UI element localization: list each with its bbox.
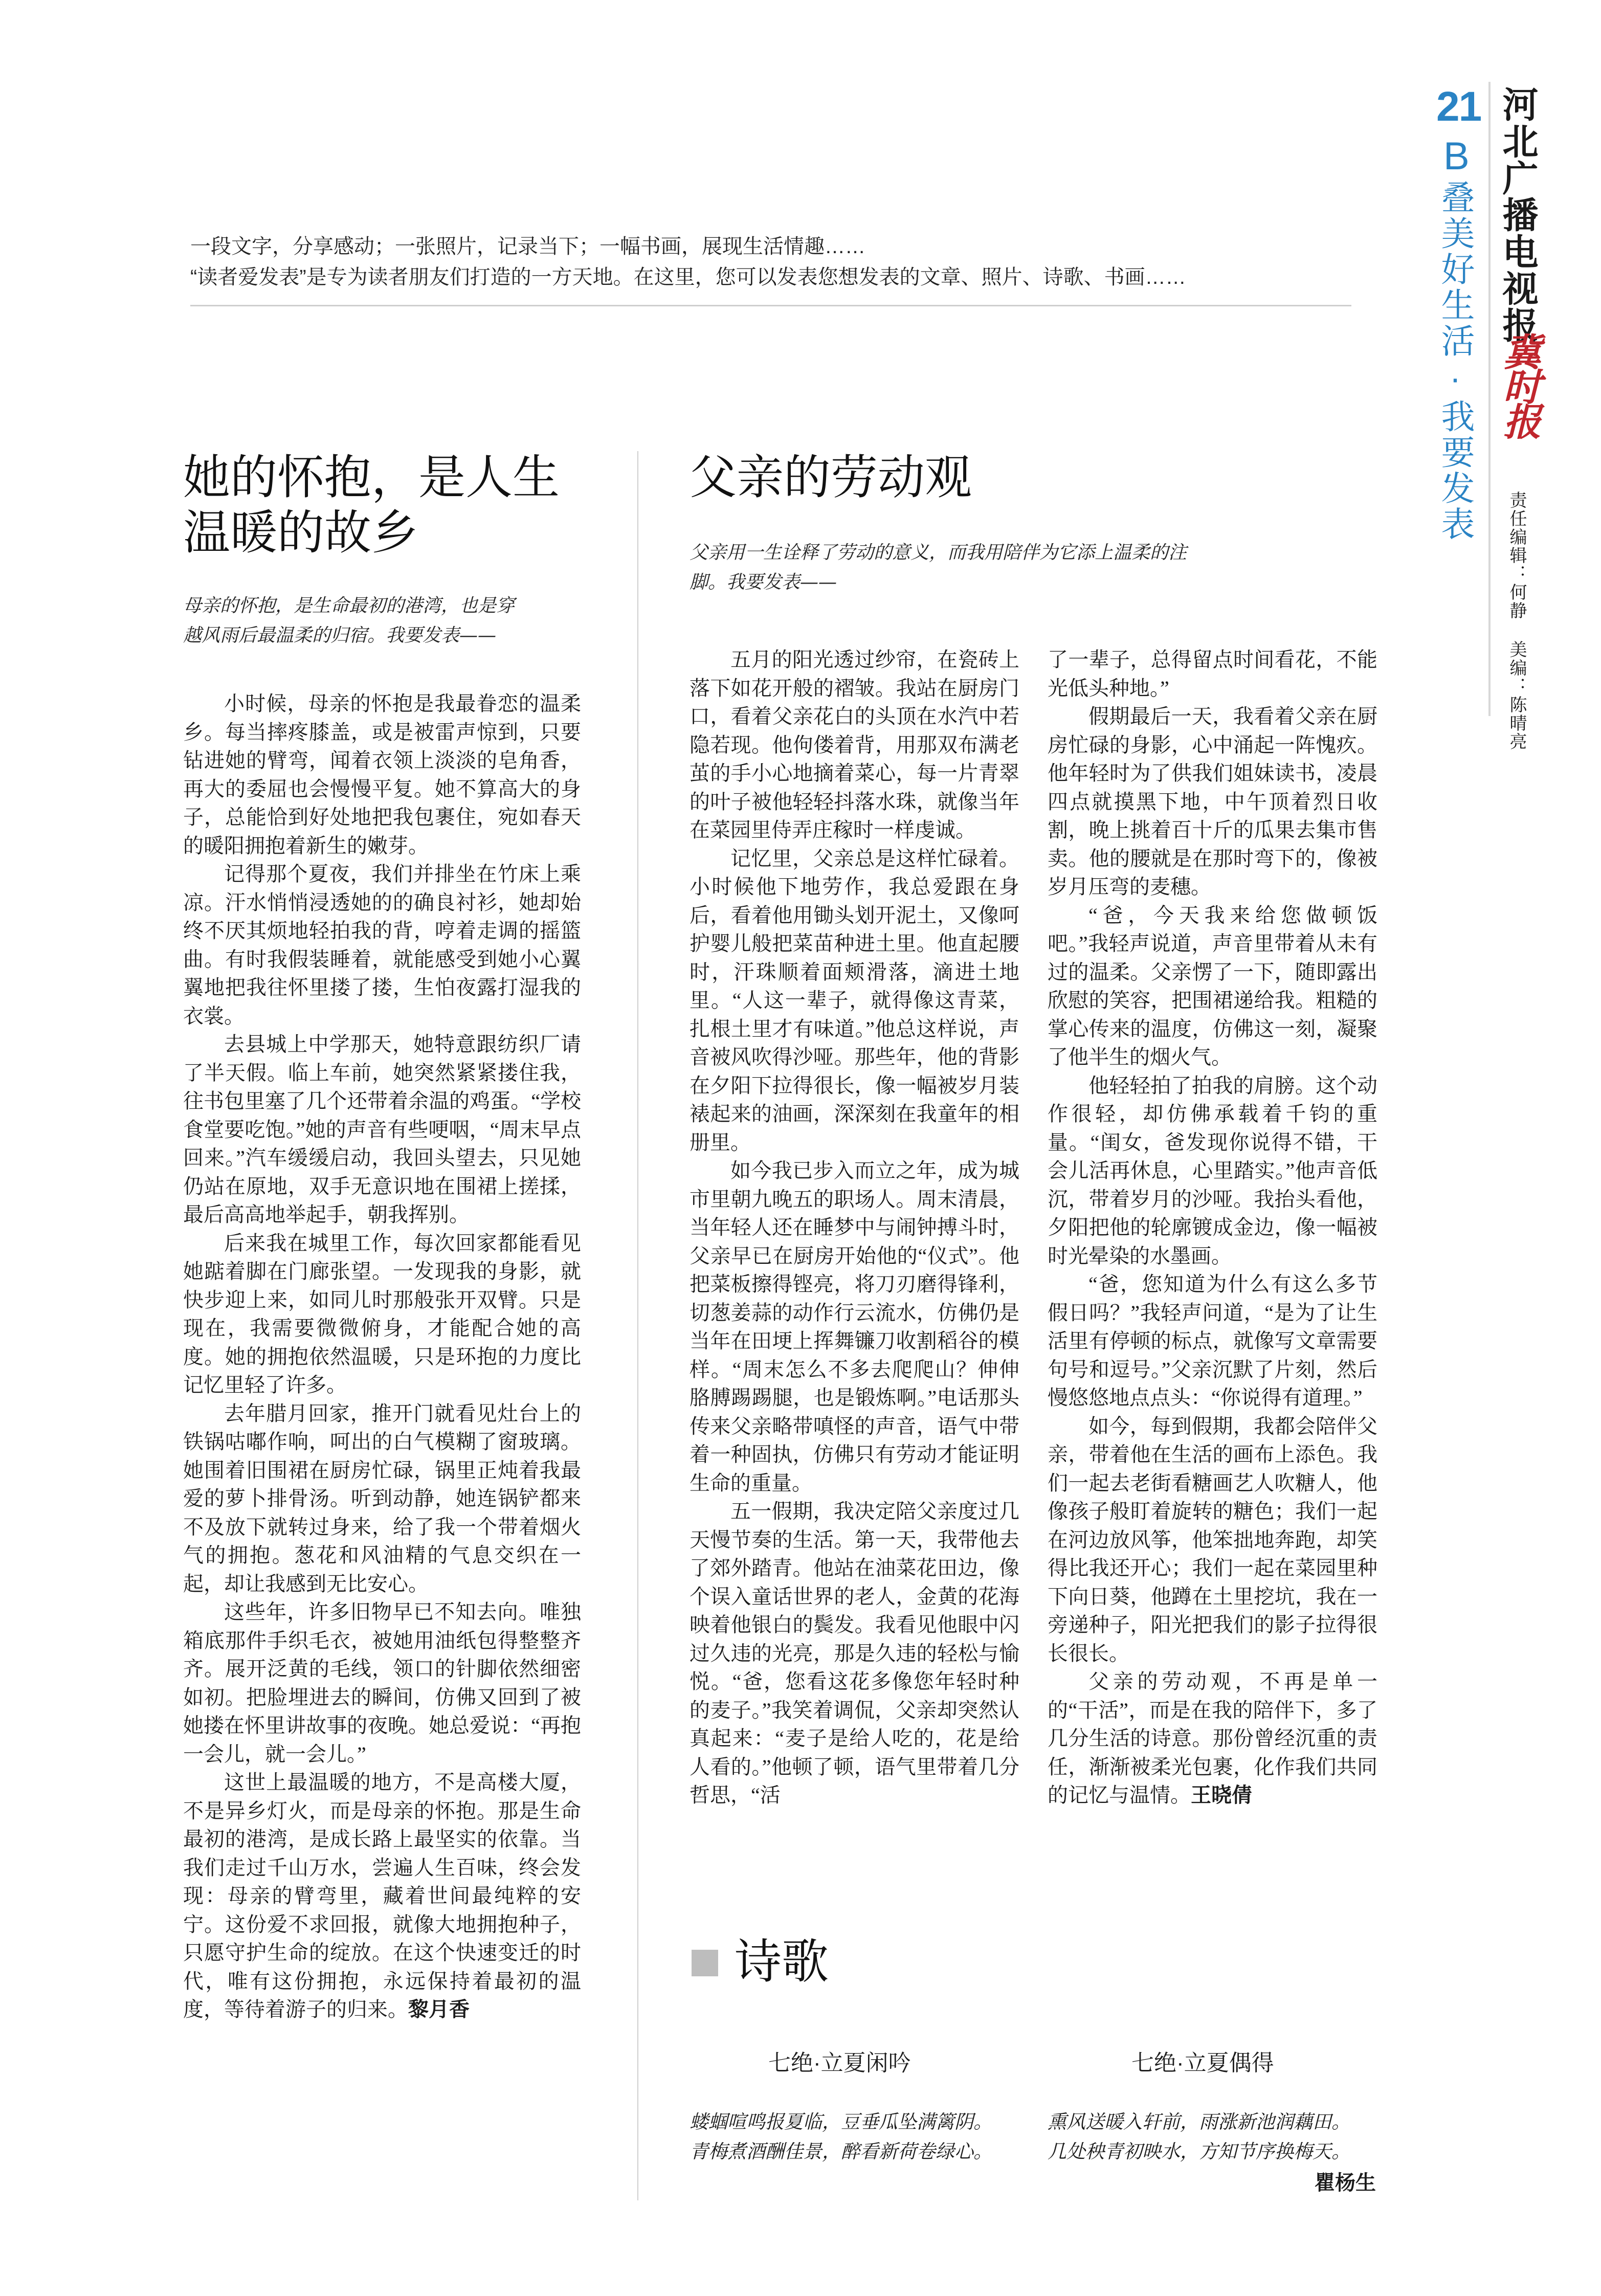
poem1-line-2: 青梅煮酒酬佳景，醉看新荷卷绿心。 bbox=[690, 2141, 992, 2163]
column-divider bbox=[637, 451, 638, 2200]
editor-credits: 责任编辑：何静 美编：陈晴亮 bbox=[1507, 491, 1526, 751]
article2-paragraph: 如今，每到假期，我都会陪伴父亲，带着他在生活的画布上添色。我们一起去老街看糖画艺人吹糖人，他像孩子般盯着旋转的糖色；我们一起在河边放风筝，他笨拙地奔跑，却笑得比我还开心；我们一起在菜园里种下向日葵，他蹲在土里挖坑，我在一旁递种子，阳光把我们的影子拉得很长很长。 bbox=[1048, 1414, 1377, 1665]
page-number: 21 bbox=[1436, 83, 1481, 130]
article2-paragraph: 如今我已步入而立之年，成为城市里朝九晚五的职场人。周末清晨，当年轻人还在睡梦中与闹钟搏斗时，父亲早已在厨房开始他的“仪式”。他把菜板擦得铿亮，将刀刃磨得锋利，切葱姜蒜的动作行云流水，仿佛仍是当年在田埂上挥舞镰刀收割稻谷的模样。“周末怎么不多去爬爬山？伸伸胳膊踢踢腿，也是锻炼啊。”电话那头传来父亲略带嗔怪的声音，语气中带着一种固执，仿佛只有劳动才能证明生命的重量。 bbox=[690, 1159, 1019, 1495]
article2-column-1 bbox=[690, 645, 1019, 1810]
article1-lead-line2: 越风雨后最温柔的归宿。我要发表—— bbox=[183, 625, 497, 646]
article1-lead-line1: 母亲的怀抱，是生命最初的港湾，也是穿 bbox=[183, 595, 515, 616]
article2-title: 父亲的劳动观 bbox=[690, 452, 972, 504]
section-title: 叠美好生活·我要发表 bbox=[1436, 180, 1474, 542]
masthead-divider bbox=[1488, 82, 1491, 716]
poem2-line-2: 几处秧青初映水，方知节序换梅天。 bbox=[1048, 2141, 1350, 2163]
article1-paragraph: 小时候，母亲的怀抱是我最眷恋的温柔乡。每当摔疼膝盖，或是被雷声惊到，只要钻进她的臂弯，闻着衣领上淡淡的皂角香，再大的委屈也会慢慢平复。她不算高大的身子，总能恰到好处地把我包裹住，宛如春天的暖阳拥抱着新生的嫩芽。 bbox=[183, 692, 581, 857]
poem2-title: 七绝·立夏偶得 bbox=[1131, 2050, 1274, 2076]
article1-title bbox=[183, 450, 623, 561]
article2-paragraph: 他轻轻拍了拍我的肩膀。这个动作很轻，却仿佛承载着千钧的重量。“闺女，爸发现你说得不错，干会儿活再休息，心里踏实。”他声音低沉，带着岁月的沙哑。我抬头看他，夕阳把他的轮廓镀成金边，像一幅被时光晕染的水墨画。 bbox=[1048, 1074, 1377, 1267]
article2-author: 王晓倩 bbox=[1191, 1784, 1252, 1807]
article1-paragraph: 记得那个夏夜，我们并排坐在竹床上乘凉。汗水悄悄浸透她的的确良衬衫，她却始终不厌其烦地轻拍我的背，哼着走调的摇篮曲。有时我假装睡着，就能感受到她小心翼翼地把我往怀里搂了搂，生怕夜露打湿我的衣裳。 bbox=[183, 862, 581, 1028]
article2-paragraph: 记忆里，父亲总是这样忙碌着。小时候他下地劳作，我总爱跟在身后，看着他用锄头划开泥土，又像呵护婴儿般把菜苗种进土里。他直起腰时，汗珠顺着面颊滑落，滴进土地里。“人这一辈子，就得像这青菜，扎根土里才有味道。”他总这样说，声音被风吹得沙哑。那些年，他的背影在夕阳下拉得很长，像一幅被岁月装裱起来的油画，深深刻在我童年的相册里。 bbox=[690, 846, 1019, 1154]
article2-paragraph: “爸，您知道为什么有这么多节假日吗？”我轻声问道，“是为了让生活里有停顿的标点，就像写文章需要句号和逗号。”父亲沉默了片刻，然后慢悠悠地点点头：“你说得有道理。” bbox=[1048, 1273, 1377, 1409]
article2-lead-line2: 脚。我要发表—— bbox=[690, 572, 837, 593]
article1-paragraph: 后来我在城里工作，每次回家都能看见她踮着脚在门廊张望。一发现我的身影，就快步迎上来，如同儿时那般张开双臂。只是现在，我需要微微俯身，才能配合她的高度。她的拥抱依然温暖，只是环抱的力度比记忆里轻了许多。 bbox=[183, 1231, 581, 1396]
article1-body bbox=[183, 689, 581, 2024]
article1-paragraph bbox=[183, 1768, 581, 2024]
article2-column-2 bbox=[1048, 645, 1377, 1810]
poetry-heading: 诗歌 bbox=[735, 1936, 829, 1988]
article1-last-paragraph: 这世上最温暖的地方，不是高楼大厦，不是异乡灯火，而是母亲的怀抱。那是生命最初的港湾，是成长路上最坚实的依靠。当我们走过千山万水，尝遍人生百味，终会发现：母亲的臂弯里，藏着世间最纯粹的安宁。这份爱不求回报，就像大地拥抱种子，只愿守护生命的绽放。在这个快速变迁的时代，唯有这份拥抱，永远保持着最初的温度，等待着游子的归来。 bbox=[183, 1771, 581, 2021]
article1-paragraph: 去年腊月回家，推开门就看见灶台上的铁锅咕嘟作响，呵出的白气模糊了窗玻璃。她围着旧围裙在厨房忙碌，锅里正炖着我最爱的萝卜排骨汤。听到动静，她连锅铲都来不及放下就转过身来，给了我一个带着烟火气的拥抱。葱花和风油精的气息交织在一起，却让我感到无比安心。 bbox=[183, 1401, 581, 1595]
article1-lead bbox=[183, 591, 623, 651]
intro-divider bbox=[190, 305, 1351, 306]
poem1-title: 七绝·立夏闲吟 bbox=[768, 2050, 911, 2076]
article2-paragraph: 假期最后一天，我看着父亲在厨房忙碌的身影，心中涌起一阵愧疚。他年轻时为了供我们姐妹读书，凌晨四点就摸黑下地，中午顶着烈日收割，晚上挑着百十斤的瓜果去集市售卖。他的腰就是在那时弯下的，像被岁月压弯的麦穗。 bbox=[1048, 705, 1377, 898]
article1-author: 黎月香 bbox=[408, 1998, 470, 2021]
article1-title-line2: 温暖的故乡 bbox=[183, 507, 419, 559]
paper-name: 河北广播电视报 bbox=[1497, 86, 1537, 344]
paper-logo: 冀时报 bbox=[1498, 332, 1540, 437]
article2-paragraph bbox=[1048, 1667, 1377, 1810]
article2-paragraph: “爸，今天我来给您做顿饭吧。”我轻声说道，声音里带着从未有过的温柔。父亲愣了一下，随即露出欣慰的笑容，把围裙递给我。粗糙的掌心传来的温度，仿佛这一刻，凝聚了他半生的烟火气。 bbox=[1048, 903, 1377, 1068]
poem1-line-1: 蝼蝈喧鸣报夏临，豆垂瓜坠满篱阴。 bbox=[690, 2111, 992, 2133]
section-letter: B bbox=[1443, 135, 1470, 178]
section-marker-square bbox=[692, 1950, 718, 1976]
article1-title-line1: 她的怀抱，是人生 bbox=[183, 452, 560, 504]
article1-paragraph: 去县城上中学那天，她特意跟纺织厂请了半天假。临上车前，她突然紧紧搂住我，往书包里塞了几个还带着余温的鸡蛋。“学校食堂要吃饱。”她的声音有些哽咽，“周末早点回来。”汽车缓缓启动，我回头望去，只见她仍站在原地，双手无意识地在围裙上搓揉，最后高高地举起手，朝我挥别。 bbox=[183, 1033, 581, 1226]
poem2-line-1: 熏风送暖入轩前，雨涨新池润藕田。 bbox=[1048, 2111, 1350, 2133]
intro-line-2: “读者爱发表”是专为读者朋友们打造的一方天地。在这里，您可以发表您想发表的文章、照片、诗歌、书画…… bbox=[190, 266, 1186, 288]
intro-line-1: 一段文字，分享感动；一张照片，记录当下；一幅书画，展现生活情趣…… bbox=[190, 235, 865, 258]
article2-paragraph: 五月的阳光透过纱帘，在瓷砖上落下如花开般的褶皱。我站在厨房门口，看着父亲花白的头顶在水汽中若隐若现。他佝偻着背，用那双布满老茧的手小心地摘着菜心，每一片青翠的叶子被他轻轻抖落水珠，就像当年在菜园里侍弄庄稼时一样虔诚。 bbox=[690, 648, 1019, 841]
article2-paragraph: 了一辈子，总得留点时间看花，不能光低头种地。” bbox=[1048, 648, 1377, 700]
article2-lead bbox=[690, 538, 1354, 597]
article2-lead-line1: 父亲用一生诠释了劳动的意义，而我用陪伴为它添上温柔的注 bbox=[690, 542, 1187, 563]
poetry-author: 瞿杨生 bbox=[1315, 2172, 1376, 2194]
article1-paragraph: 这些年，许多旧物早已不知去向。唯独箱底那件手织毛衣，被她用油纸包得整整齐齐。展开泛黄的毛线，领口的针脚依然细密如初。把脸埋进去的瞬间，仿佛又回到了被她搂在怀里讲故事的夜晚。她总爱说：“再抱一会儿，就一会儿。” bbox=[183, 1600, 581, 1766]
article2-last-paragraph: 父亲的劳动观，不再是单一的“干活”，而是在我的陪伴下，多了几分生活的诗意。那份曾经沉重的责任，渐渐被柔光包裹，化作我们共同的记忆与温情。 bbox=[1048, 1670, 1377, 1807]
article2-paragraph: 五一假期，我决定陪父亲度过几天慢节奏的生活。第一天，我带他去了郊外踏青。他站在油菜花田边，像个误入童话世界的老人，金黄的花海映着他银白的鬓发。我看见他眼中闪过久违的光亮，那是久违的轻松与愉悦。“爸，您看这花多像您年轻时种的麦子。”我笑着调侃，父亲却突然认真起来：“麦子是给人吃的，花是给人看的。”他顿了顿，语气里带着几分哲思，“活 bbox=[690, 1500, 1019, 1807]
